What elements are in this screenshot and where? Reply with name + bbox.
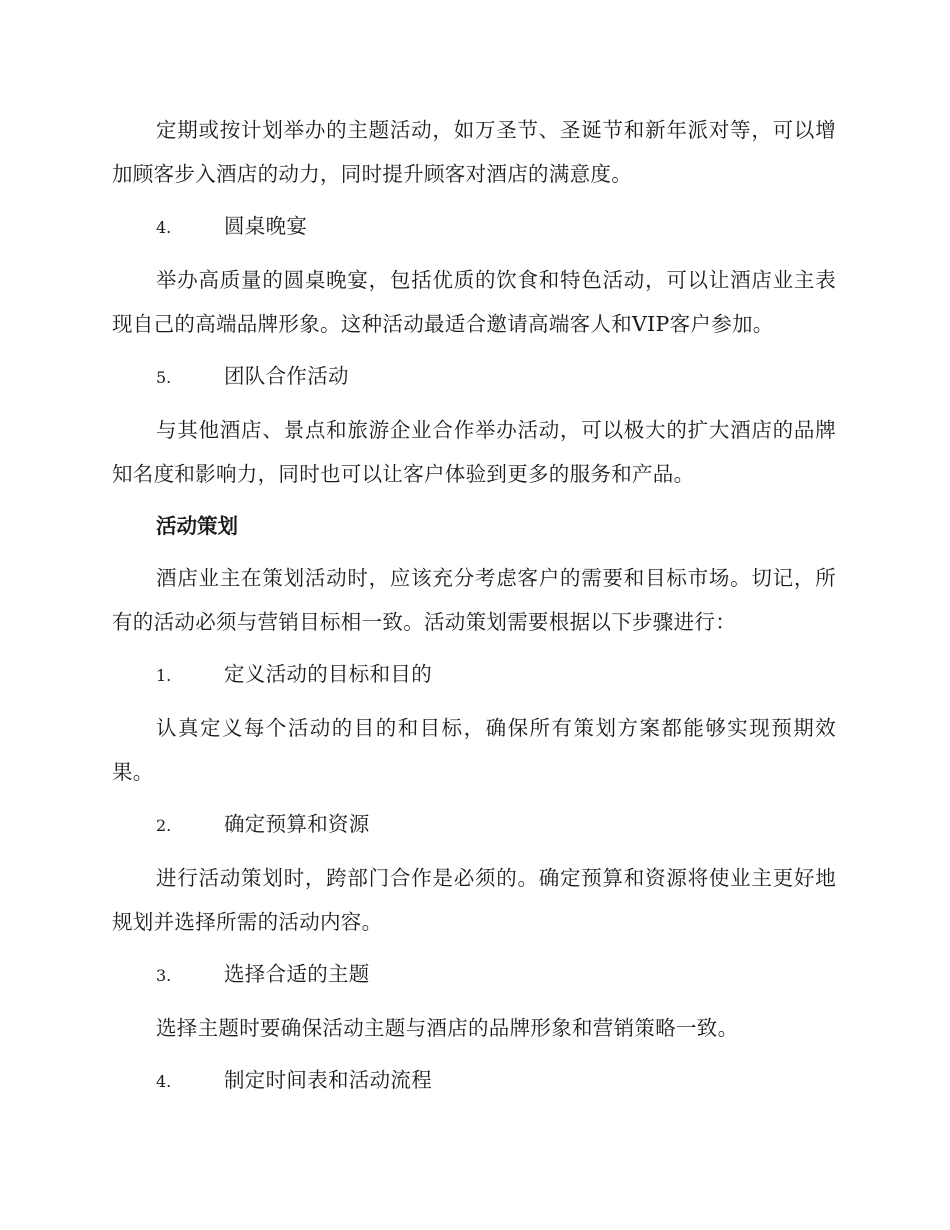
paragraph-team-cooperation: 与其他酒店、景点和旅游企业合作举办活动，可以极大的扩大酒店的品牌知名度和影响力，同时也可以让客户体验到更多的服务和产品。	[112, 418, 836, 486]
list-item-round-table-dinner	[112, 204, 836, 250]
list-item-team-cooperation	[112, 354, 836, 400]
list-item-budget-resources	[112, 802, 836, 848]
paragraph-define-goals: 认真定义每个活动的目的和目标，确保所有策划方案都能够实现预期效果。	[112, 716, 836, 784]
section-heading-event-planning: 活动策划	[156, 514, 238, 538]
list-number: 4.	[156, 218, 172, 237]
list-item-schedule-process	[112, 1058, 836, 1104]
paragraph-theme-events: 定期或按计划举办的主题活动，如万圣节、圣诞节和新年派对等，可以增加顾客步入酒店的动力，同时提升顾客对酒店的满意度。	[112, 118, 836, 186]
list-number: 1.	[156, 666, 172, 685]
list-item-define-goals	[112, 652, 836, 698]
list-number: 4.	[156, 1072, 172, 1091]
paragraph-budget-resources: 进行活动策划时，跨部门合作是必须的。确定预算和资源将使业主更好地规划并选择所需的活动内容。	[112, 866, 836, 934]
list-item-title: 选择合适的主题	[224, 962, 370, 986]
paragraph-round-table-dinner: 举办高质量的圆桌晚宴，包括优质的饮食和特色活动，可以让酒店业主表现自己的高端品牌形象。这种活动最适合邀请高端客人和VIP客户参加。	[112, 268, 836, 336]
paragraph-choose-theme: 选择主题时要确保活动主题与酒店的品牌形象和营销策略一致。	[156, 1016, 739, 1040]
list-item-title: 定义活动的目标和目的	[224, 662, 432, 686]
list-number: 5.	[156, 368, 172, 387]
list-item-choose-theme	[112, 952, 836, 998]
list-item-title: 团队合作活动	[224, 364, 349, 388]
list-number: 3.	[156, 966, 172, 985]
list-item-title: 制定时间表和活动流程	[224, 1068, 432, 1092]
list-item-title: 确定预算和资源	[224, 812, 370, 836]
list-item-title: 圆桌晚宴	[224, 214, 308, 238]
list-number: 2.	[156, 816, 172, 835]
paragraph-planning-intro: 酒店业主在策划活动时，应该充分考虑客户的需要和目标市场。切记，所有的活动必须与营销目标相一致。活动策划需要根据以下步骤进行：	[112, 566, 836, 634]
document-body	[112, 108, 836, 1112]
